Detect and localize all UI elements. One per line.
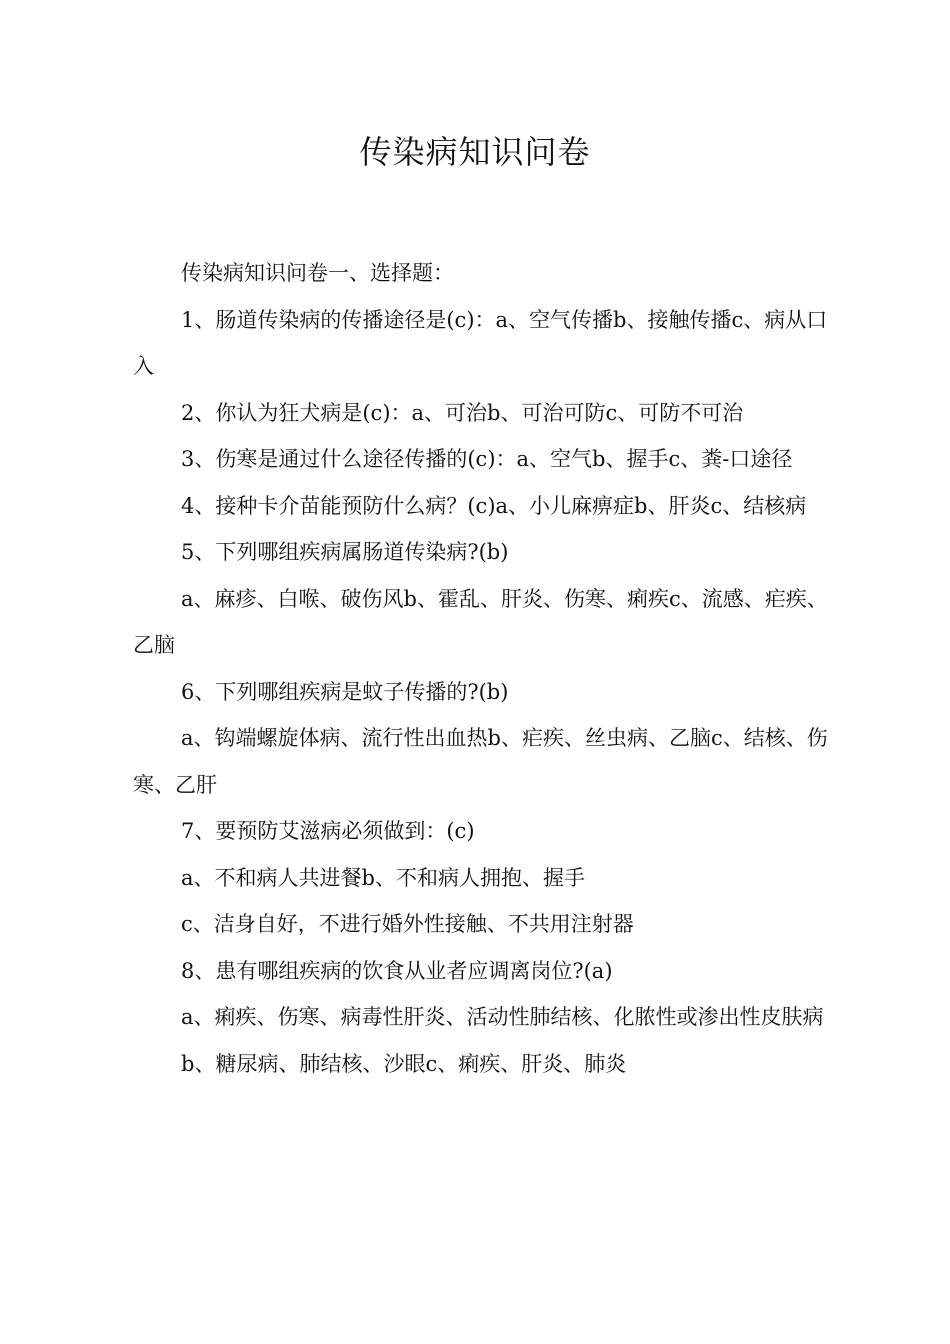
question-7: 7、要预防艾滋病必须做到：(c) (181, 819, 475, 843)
page-title: 传染病知识问卷 (359, 133, 591, 171)
question-7-option-c: c、洁身自好，不进行婚外性接触、不共用注射器 (181, 912, 634, 936)
question-5: 5、下列哪组疾病属肠道传染病?(b) (181, 540, 509, 564)
question-1: 1、肠道传染病的传播途径是(c)：a、空气传播b、接触传播c、病从口入 (133, 307, 828, 378)
question-6: 6、下列哪组疾病是蚊子传播的?(b) (181, 679, 509, 704)
paragraph-intro: 传染病知识问卷一、选择题： (181, 261, 454, 285)
question-5-options: a、麻疹、白喉、破伤风b、霍乱、肝炎、伤寒、痢疾c、流感、疟疾、乙脑 (133, 586, 828, 657)
question-3: 3、伤寒是通过什么途径传播的(c)：a、空气b、握手c、粪-口途径 (181, 447, 793, 471)
question-4: 4、接种卡介苗能预防什么病？(c)a、小儿麻痹症b、肝炎c、结核病 (181, 493, 807, 518)
question-8: 8、患有哪组疾病的饮食从业者应调离岗位?(a) (181, 958, 613, 983)
document-body (133, 250, 833, 1087)
question-6-options: a、钩端螺旋体病、流行性出血热b、疟疾、丝虫病、乙脑c、结核、伤寒、乙肝 (133, 726, 828, 797)
question-7-options-ab: a、不和病人共进餐b、不和病人拥抱、握手 (181, 865, 585, 890)
question-2: 2、你认为狂犬病是(c)：a、可治b、可治可防c、可防不可治 (181, 400, 744, 425)
question-8-options-bc: b、糖尿病、肺结核、沙眼c、痢疾、肝炎、肺炎 (181, 1051, 627, 1076)
question-8-option-a: a、痢疾、伤寒、病毒性肝炎、活动性肺结核、化脓性或渗出性皮肤病 (181, 1005, 824, 1029)
